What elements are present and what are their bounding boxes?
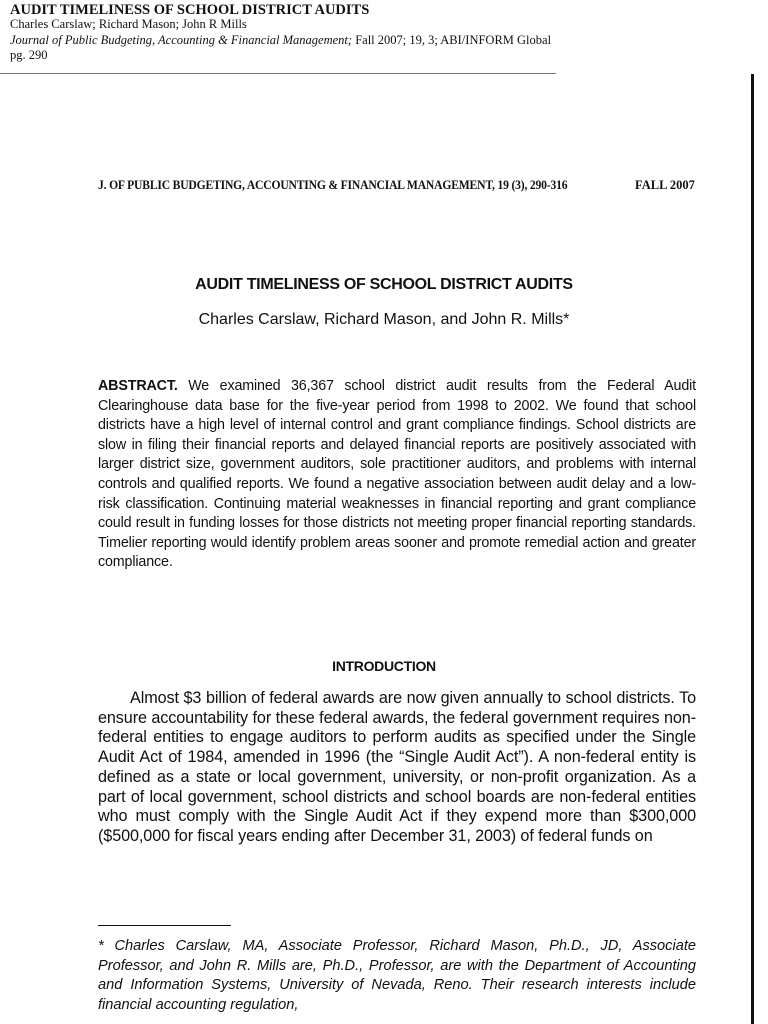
- database-header-authors: Charles Carslaw; Richard Mason; John R Mills: [10, 17, 247, 31]
- author-footnote: * Charles Carslaw, MA, Associate Professor, Richard Mason, Ph.D., JD, Associate Professor, and John R. Mills are, Ph.D., Professor, are with the Department of Accounting and Information Systems, University of Nevada, Reno. Their research interests include financial accounting regulation,: [98, 938, 696, 1013]
- database-header-journal: [10, 33, 551, 48]
- abstract-label: ABSTRACT.: [98, 378, 178, 394]
- introduction-paragraph: Almost $3 billion of federal awards are now given annually to school districts. To ensure accountability for these federal awards, the federal government requires non-federal entities to engage auditors to perform audits as specified under the Single Audit Act of 1984, amended in 1996 (the “Single Audit Act”). A non-federal entity is defined as a state or local government, university, or non-profit organization. As a part of local government, school districts and school boards are non-federal entities who must comply with the Single Audit Act if they expend more than $300,000 ($500,000 for fiscal years ending after December 31, 2003) of federal funds on: [98, 689, 696, 845]
- footnote-divider: [98, 925, 231, 926]
- page-edge-rule: [751, 74, 754, 1024]
- database-header-title: AUDIT TIMELINESS OF SCHOOL DISTRICT AUDITS: [10, 2, 370, 18]
- header-divider: [0, 73, 556, 74]
- journal-name: Journal of Public Budgeting, Accounting & Financial Management;: [10, 33, 353, 47]
- section-heading-introduction: INTRODUCTION: [332, 658, 436, 674]
- running-head-journal: J. OF PUBLIC BUDGETING, ACCOUNTING & FINANCIAL MANAGEMENT, 19 (3), 290-316: [98, 178, 568, 192]
- database-header-page: pg. 290: [10, 48, 48, 62]
- abstract-text: We examined 36,367 school district audit results from the Federal Audit Clearinghouse data base for the five-year period from 1998 to 2002. We found that school districts have a high level of internal control and grant compliance findings. School districts are slow in filing their financial reports and delayed financial reports are positively associated with larger district size, government auditors, sole practitioner auditors, and problems with internal controls and qualified reports. We found a negative association between audit delay and a low-risk classification. Continuing material weaknesses in financial reporting and grant compliance could result in funding losses for those districts not meeting proper financial reporting standards. Timelier reporting would identify problem areas sooner and promote remedial action and greater compliance.: [98, 378, 696, 571]
- abstract: [98, 377, 696, 573]
- journal-details: Fall 2007; 19, 3; ABI/INFORM Global: [352, 33, 552, 47]
- article-authors: Charles Carslaw, Richard Mason, and John R. Mills*: [198, 311, 570, 328]
- article-title: AUDIT TIMELINESS OF SCHOOL DISTRICT AUDITS: [195, 276, 573, 293]
- running-head-date: FALL 2007: [635, 178, 695, 192]
